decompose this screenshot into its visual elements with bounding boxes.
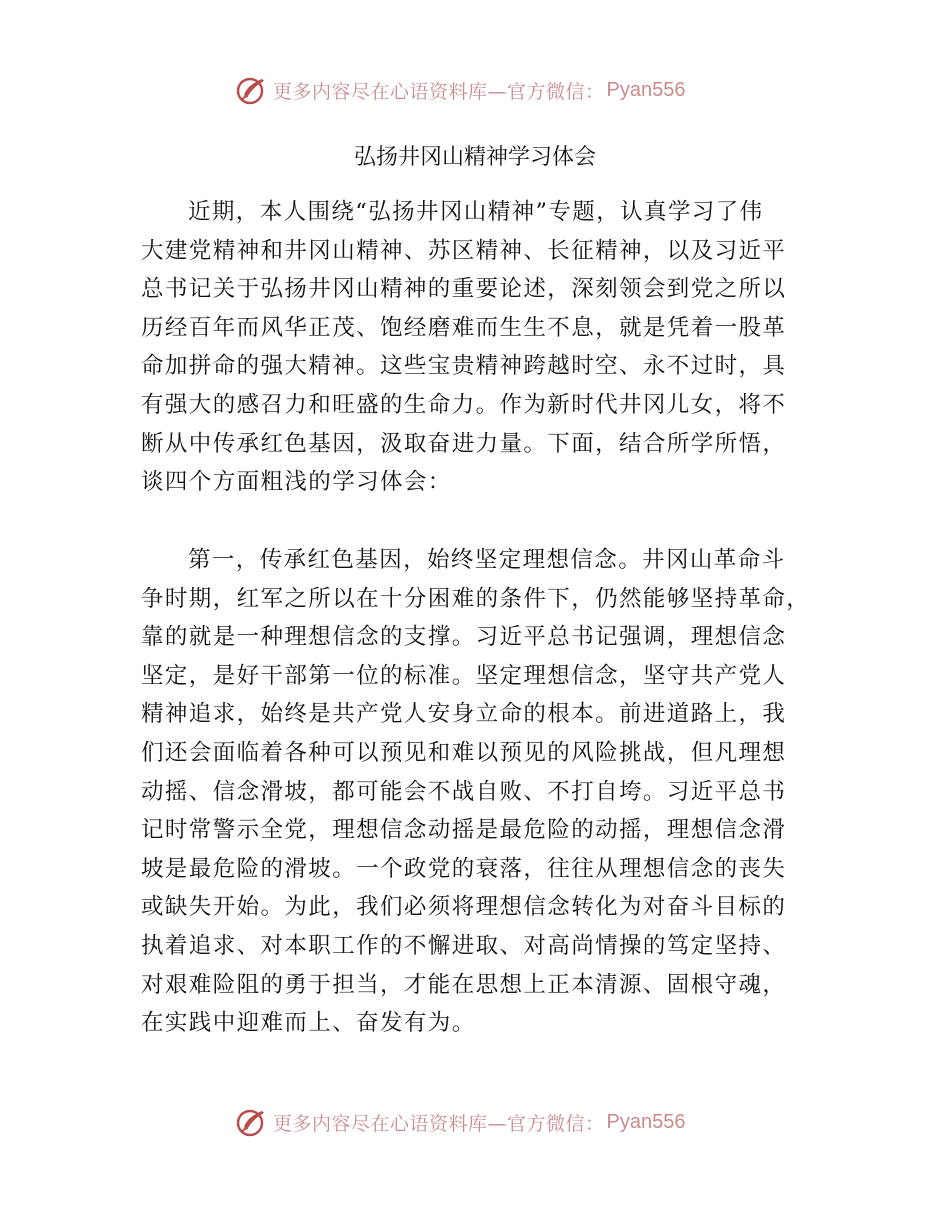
paragraph-first-point	[141, 541, 811, 1043]
paragraph-line: 断从中传承红色基因，汲取奋进力量。下面，结合所学所悟，	[141, 430, 787, 457]
paragraph-line: 对艰难险阻的勇于担当，才能在思想上正本清源、固根守魂，	[141, 971, 787, 998]
paragraph-line: 近期，本人围绕“弘扬井冈山精神”专题，认真学习了伟	[188, 199, 764, 225]
paragraph-line: 坡是最危险的滑坡。一个政党的衰落，往往从理想信念的丧失	[141, 855, 787, 882]
paragraph-line: 第一，传承红色基因，始终坚定理想信念。井冈山革命斗	[188, 547, 786, 573]
pen-logo-icon	[235, 1105, 269, 1139]
header-watermark	[235, 73, 685, 107]
paragraph-line: 执着追求、对本职工作的不懈进取、对高尚情操的笃定坚持、	[141, 932, 787, 959]
paragraph-line: 有强大的感召力和旺盛的生命力。作为新时代井冈儿女，将不	[141, 391, 787, 418]
paragraph-line: 动摇、信念滑坡，都可能会不战自败、不打自垮。习近平总书	[141, 778, 787, 805]
paragraph-line: 在实践中迎难而上、奋发有为。	[141, 1010, 476, 1037]
paragraph-line: 或缺失开始。为此，我们必须将理想信念转化为对奋斗目标的	[141, 894, 787, 921]
paragraph-line: 坚定，是好干部第一位的标准。坚定理想信念，坚守共产党人	[141, 662, 787, 689]
paragraph-line: 靠的就是一种理想信念的支撑。习近平总书记强调，理想信念	[141, 624, 787, 651]
paragraph-line: 命加拼命的强大精神。这些宝贵精神跨越时空、永不过时，具	[141, 353, 787, 380]
paragraph-line: 们还会面临着各种可以预见和难以预见的风险挑战，但凡理想	[141, 739, 787, 766]
wechat-id: Pyan556	[606, 78, 686, 101]
paragraph-line: 总书记关于弘扬井冈山精神的重要论述，深刻领会到党之所以	[141, 276, 787, 303]
footer-watermark	[235, 1105, 685, 1139]
paragraph-line: 历经百年而风华正茂、饱经磨难而生生不息，就是凭着一股革	[141, 314, 787, 341]
paragraph-line: 大建党精神和井冈山精神、苏区精神、长征精神，以及习近平	[141, 237, 787, 264]
wechat-id: Pyan556	[606, 1110, 686, 1133]
pen-logo-icon	[235, 73, 269, 107]
document-title: 弘扬井冈山精神学习体会	[353, 145, 596, 170]
paragraph-line: 争时期，红军之所以在十分困难的条件下，仍然能够坚持革命，	[141, 585, 811, 612]
paragraph-line: 记时常警示全党，理想信念动摇是最危险的动摇，理想信念滑	[141, 817, 787, 844]
watermark-text: 更多内容尽在心语资料库—官方微信：	[273, 80, 605, 103]
paragraph-line: 谈四个方面粗浅的学习体会：	[141, 469, 452, 496]
paragraph-intro	[141, 193, 811, 502]
watermark-text: 更多内容尽在心语资料库—官方微信：	[273, 1112, 605, 1135]
paragraph-line: 精神追求，始终是共产党人安身立命的根本。前进道路上，我	[141, 701, 787, 728]
